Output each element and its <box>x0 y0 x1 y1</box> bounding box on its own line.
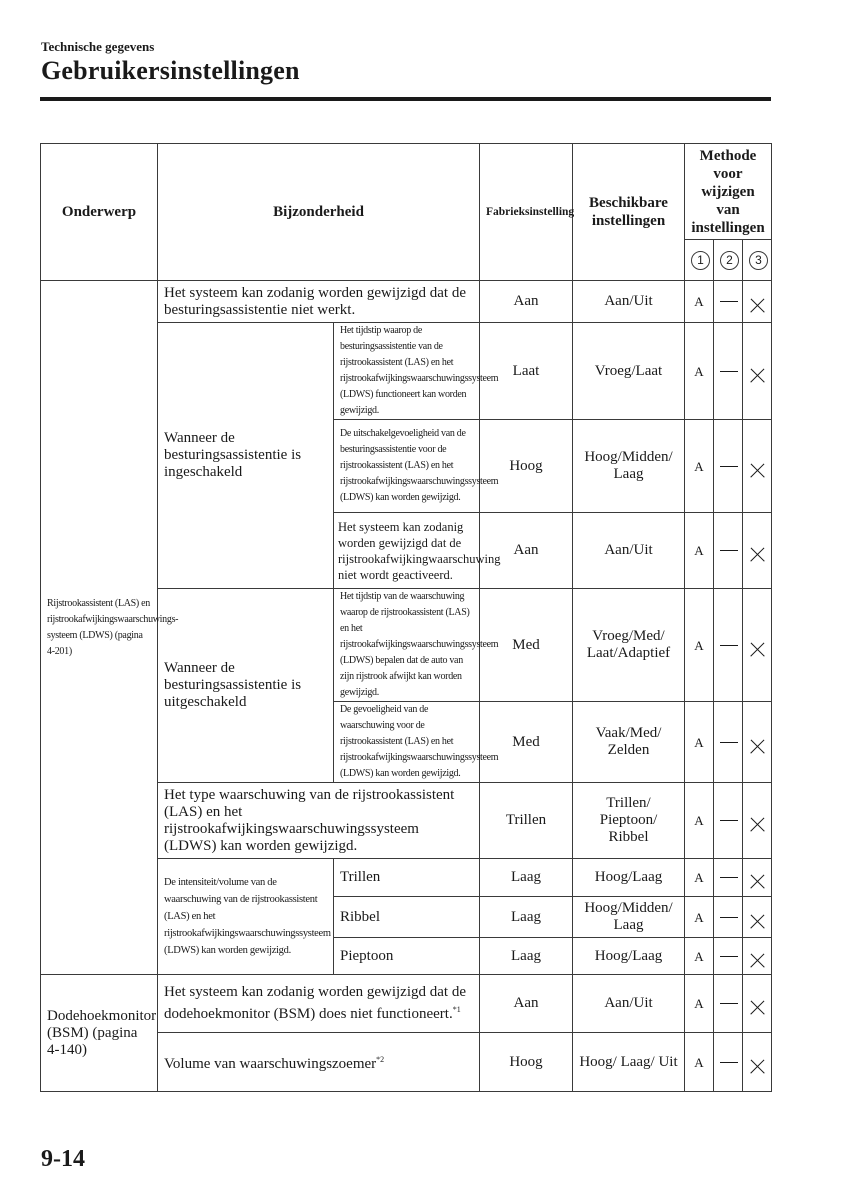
dash-icon <box>720 877 738 878</box>
row-detail: Het systeem kan zodanig worden gewijzigd dat de besturingsassistentie niet werkt. <box>158 281 480 323</box>
row-options: Vaak/Med/ Zelden <box>573 702 685 783</box>
cross-icon <box>750 298 765 313</box>
cross-icon <box>750 642 765 657</box>
dash-icon <box>720 1062 738 1063</box>
dash-icon <box>720 550 738 551</box>
table-row <box>41 281 772 323</box>
method-2-dash <box>714 589 743 702</box>
method-2-dash <box>714 420 743 513</box>
row-factory: Laag <box>480 897 573 938</box>
row-factory: Trillen <box>480 783 573 859</box>
group-uitgeschakeld: Wanneer de besturingsassistentie is uitgeschakeld <box>158 589 334 783</box>
method-3-unavailable <box>743 975 772 1033</box>
method-2-dash <box>714 975 743 1033</box>
method-2-dash <box>714 897 743 938</box>
row-factory: Aan <box>480 281 573 323</box>
method-3-unavailable <box>743 281 772 323</box>
cross-icon <box>750 547 765 562</box>
method-1-value: A <box>685 783 714 859</box>
row-options: Vroeg/Laat <box>573 323 685 420</box>
method-3-header <box>743 240 772 281</box>
method-3-unavailable <box>743 323 772 420</box>
method-1-header <box>685 240 714 281</box>
row-options: Trillen/ Pieptoon/ Ribbel <box>573 783 685 859</box>
method-1-value: A <box>685 589 714 702</box>
row-options: Aan/Uit <box>573 513 685 589</box>
footnote-marker: *2 <box>376 1055 385 1064</box>
header-bijzonderheid: Bijzonderheid <box>158 144 480 281</box>
method-2-dash <box>714 938 743 975</box>
page-title: Gebruikersinstellingen <box>41 56 300 85</box>
row-detail: De uitschakelgevoeligheid van de besturingsassistentie voor de rijstrookassistent (LAS) en het rijstrookafwijkingswaarschuwingssysteem (LDWS) kan worden gewijzigd. <box>334 420 480 513</box>
row-factory: Med <box>480 589 573 702</box>
cross-icon <box>750 953 765 968</box>
method-2-dash <box>714 1033 743 1092</box>
section-label: Technische gegevens <box>41 39 155 54</box>
method-3-unavailable <box>743 938 772 975</box>
row-options: Aan/Uit <box>573 975 685 1033</box>
method-1-value: A <box>685 938 714 975</box>
dash-icon <box>720 645 738 646</box>
method-3-unavailable <box>743 702 772 783</box>
method-1-value: A <box>685 420 714 513</box>
method-1-value: A <box>685 859 714 897</box>
dash-icon <box>720 820 738 821</box>
row-factory: Aan <box>480 513 573 589</box>
row-detail: Pieptoon <box>334 938 480 975</box>
topic-bsm: Dodehoekmonitor (BSM) (pagina 4-140) <box>41 975 158 1092</box>
method-2-dash <box>714 702 743 783</box>
settings-table <box>40 143 772 1092</box>
dash-icon <box>720 301 738 302</box>
row-detail: Het type waarschuwing van de rijstrookassistent (LAS) en het rijstrookafwijkingswaarschuwingssysteem (LDWS) kan worden gewijzigd. <box>158 783 480 859</box>
method-1-value: A <box>685 281 714 323</box>
method-2-dash <box>714 513 743 589</box>
method-3-unavailable <box>743 589 772 702</box>
dash-icon <box>720 371 738 372</box>
method-2-dash <box>714 859 743 897</box>
method-3-unavailable <box>743 1033 772 1092</box>
row-options: Hoog/Midden/ Laag <box>573 420 685 513</box>
cross-icon <box>750 817 765 832</box>
method-2-dash <box>714 783 743 859</box>
row-detail <box>158 1033 480 1092</box>
row-factory: Hoog <box>480 420 573 513</box>
method-3-unavailable <box>743 513 772 589</box>
method-2-dash <box>714 281 743 323</box>
circled-1-icon: 1 <box>691 251 710 270</box>
cross-icon <box>750 1059 765 1074</box>
row-detail: Ribbel <box>334 897 480 938</box>
header-fabrieksinstelling: Fabrieksinstelling <box>480 144 573 281</box>
row-options: Hoog/Midden/ Laag <box>573 897 685 938</box>
row-options: Hoog/Laag <box>573 859 685 897</box>
header-row <box>41 144 772 240</box>
row-detail-text: Volume van waarschuwingszoemer <box>164 1056 377 1072</box>
cross-icon <box>750 914 765 929</box>
row-detail: Het tijdstip waarop de besturingsassistentie van de rijstrookassistent (LAS) en het rijstrookafwijkingswaarschuwingssysteem (LDWS) functioneert kan worden gewijzigd. <box>334 323 480 420</box>
dash-icon <box>720 466 738 467</box>
row-detail-text: Het systeem kan zodanig worden gewijzigd dat de dodehoekmonitor (BSM) does niet functioneert. <box>164 984 466 1022</box>
dash-icon <box>720 917 738 918</box>
group-intensiteit: De intensiteit/volume van de waarschuwing van de rijstrookassistent (LAS) en het rijstrookafwijkingswaarschuwingssysteem (LDWS) kan worden gewijzigd. <box>158 859 334 975</box>
method-1-value: A <box>685 513 714 589</box>
header-beschikbaar: Beschikbare instellingen <box>573 144 685 281</box>
row-options: Hoog/ Laag/ Uit <box>573 1033 685 1092</box>
row-factory: Laag <box>480 859 573 897</box>
topic-las-ldws: Rijstrookassistent (LAS) en rijstrookafwijkingswaarschuwings-systeem (LDWS) (pagina 4-201) <box>41 281 158 975</box>
method-2-dash <box>714 323 743 420</box>
row-detail <box>158 975 480 1033</box>
row-options: Vroeg/Med/ Laat/Adaptief <box>573 589 685 702</box>
method-3-unavailable <box>743 897 772 938</box>
method-2-header <box>714 240 743 281</box>
method-3-unavailable <box>743 783 772 859</box>
method-3-unavailable <box>743 420 772 513</box>
row-detail: De gevoeligheid van de waarschuwing voor de rijstrookassistent (LAS) en het rijstrookafwijkingswaarschuwingssysteem (LDWS) kan worden gewijzigd. <box>334 702 480 783</box>
table-row <box>41 975 772 1033</box>
method-1-value: A <box>685 323 714 420</box>
method-1-value: A <box>685 702 714 783</box>
row-factory: Laat <box>480 323 573 420</box>
cross-icon <box>750 368 765 383</box>
page-number: 9-14 <box>41 1146 85 1172</box>
circled-3-icon: 3 <box>749 251 768 270</box>
cross-icon <box>750 874 765 889</box>
row-detail: Trillen <box>334 859 480 897</box>
dash-icon <box>720 742 738 743</box>
footnote-marker: *1 <box>452 1005 461 1014</box>
circled-2-icon: 2 <box>720 251 739 270</box>
row-detail: Het systeem kan zodanig worden gewijzigd dat de rijstrookafwijkingwaarschuwing niet wordt geactiveerd. <box>334 513 480 589</box>
row-options: Aan/Uit <box>573 281 685 323</box>
row-detail: Het tijdstip van de waarschuwing waarop de rijstrookassistent (LAS) en het rijstrookafwijkingswaarschuwingssysteem (LDWS) bepalen dat de auto van zijn rijstrook afwijkt kan worden gewijzigd. <box>334 589 480 702</box>
header-methode: Methode voor wijzigen van instellingen <box>685 144 772 240</box>
dash-icon <box>720 956 738 957</box>
method-1-value: A <box>685 1033 714 1092</box>
method-1-value: A <box>685 897 714 938</box>
group-ingeschakeld: Wanneer de besturingsassistentie is ingeschakeld <box>158 323 334 589</box>
dash-icon <box>720 1003 738 1004</box>
title-divider <box>40 97 771 101</box>
method-3-unavailable <box>743 859 772 897</box>
row-options: Hoog/Laag <box>573 938 685 975</box>
cross-icon <box>750 463 765 478</box>
method-1-value: A <box>685 975 714 1033</box>
row-factory: Aan <box>480 975 573 1033</box>
row-factory: Med <box>480 702 573 783</box>
row-factory: Laag <box>480 938 573 975</box>
cross-icon <box>750 1000 765 1015</box>
row-factory: Hoog <box>480 1033 573 1092</box>
header-onderwerp: Onderwerp <box>41 144 158 281</box>
cross-icon <box>750 739 765 754</box>
